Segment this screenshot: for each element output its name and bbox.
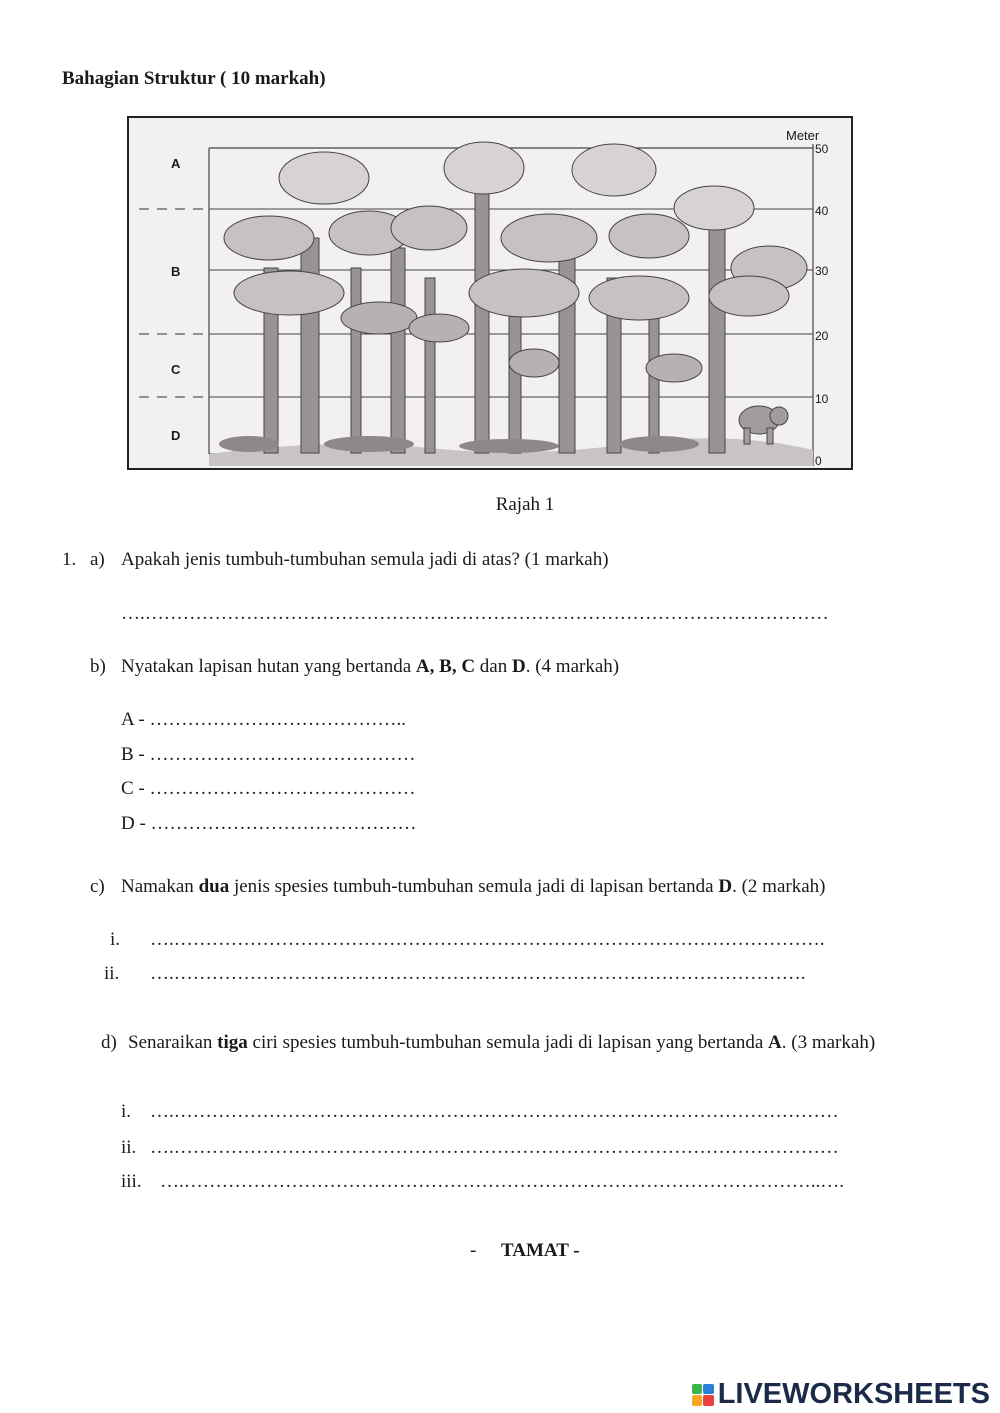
layer-letter-c: C xyxy=(171,362,181,377)
q1a-label: a) xyxy=(90,549,105,570)
section-title: Bahagian Struktur ( 10 markah) xyxy=(62,68,326,89)
liveworksheets-logo-icon xyxy=(692,1384,714,1406)
scale-tick-10: 10 xyxy=(815,392,829,406)
q1c-answer-line-ii[interactable]: ….………………………………………………………………………………………. xyxy=(150,963,806,984)
layer-letter-a: A xyxy=(171,156,181,171)
q1d-numeral-iii: iii. xyxy=(121,1171,142,1192)
layer-letter-b: B xyxy=(171,264,181,279)
scale-unit-label: Meter xyxy=(786,128,820,143)
q1d-numeral-i: i. xyxy=(121,1101,132,1122)
q1b-answer-b[interactable]: B - …………………………………… xyxy=(121,744,416,765)
end-text: TAMAT - xyxy=(501,1240,580,1261)
rainforest-illustration xyxy=(129,118,851,468)
liveworksheets-logo xyxy=(692,1378,990,1411)
layer-letter-d: D xyxy=(171,428,181,443)
q1d-answer-line-ii[interactable]: ….…………………………………………………………………………………………… xyxy=(150,1137,839,1158)
q1b-label: b) xyxy=(90,656,106,677)
question-number: 1. xyxy=(62,549,77,570)
scale-tick-40: 40 xyxy=(815,204,829,218)
q1c-numeral-i: i. xyxy=(110,929,121,950)
scale-tick-20: 20 xyxy=(815,329,829,343)
q1b-answer-a[interactable]: A - ………………………………….. xyxy=(121,709,406,730)
scale-tick-30: 30 xyxy=(815,264,829,278)
end-dash: - xyxy=(470,1240,477,1261)
scale-tick-0: 0 xyxy=(815,454,822,468)
q1d-label: d) xyxy=(101,1032,117,1053)
liveworksheets-wordmark: LIVEWORKSHEETS xyxy=(717,1378,990,1410)
q1a-answer-line[interactable]: ….……………………………………………………………………………………………… xyxy=(121,603,829,624)
q1d-answer-line-iii[interactable]: ….………………………………………………………………………………………..…. xyxy=(160,1171,844,1192)
scale-tick-50: 50 xyxy=(815,142,829,156)
q1d-answer-line-i[interactable]: ….…………………………………………………………………………………………… xyxy=(150,1101,839,1122)
figure-caption: Rajah 1 xyxy=(495,494,555,515)
q1c-answer-line-i[interactable]: ….…………………………………………………………………………………………. xyxy=(150,929,825,950)
q1b-text: Nyatakan lapisan hutan yang bertanda A, B, C dan D. (4 markah) xyxy=(121,656,620,677)
rainforest-figure xyxy=(127,116,853,470)
q1d-numeral-ii: ii. xyxy=(121,1137,137,1158)
q1d-text: Senaraikan tiga ciri spesies tumbuh-tumbuhan semula jadi di lapisan yang bertanda A. (3 markah) xyxy=(128,1032,876,1053)
q1b-answer-d[interactable]: D - …………………………………… xyxy=(121,813,417,834)
q1a-text: Apakah jenis tumbuh-tumbuhan semula jadi di atas? (1 markah) xyxy=(121,549,609,570)
q1b-answer-c[interactable]: C - …………………………………… xyxy=(121,778,416,799)
q1c-text: Namakan dua jenis spesies tumbuh-tumbuhan semula jadi di lapisan bertanda D. (2 markah) xyxy=(121,876,826,897)
q1c-numeral-ii: ii. xyxy=(104,963,120,984)
q1c-label: c) xyxy=(90,876,105,897)
